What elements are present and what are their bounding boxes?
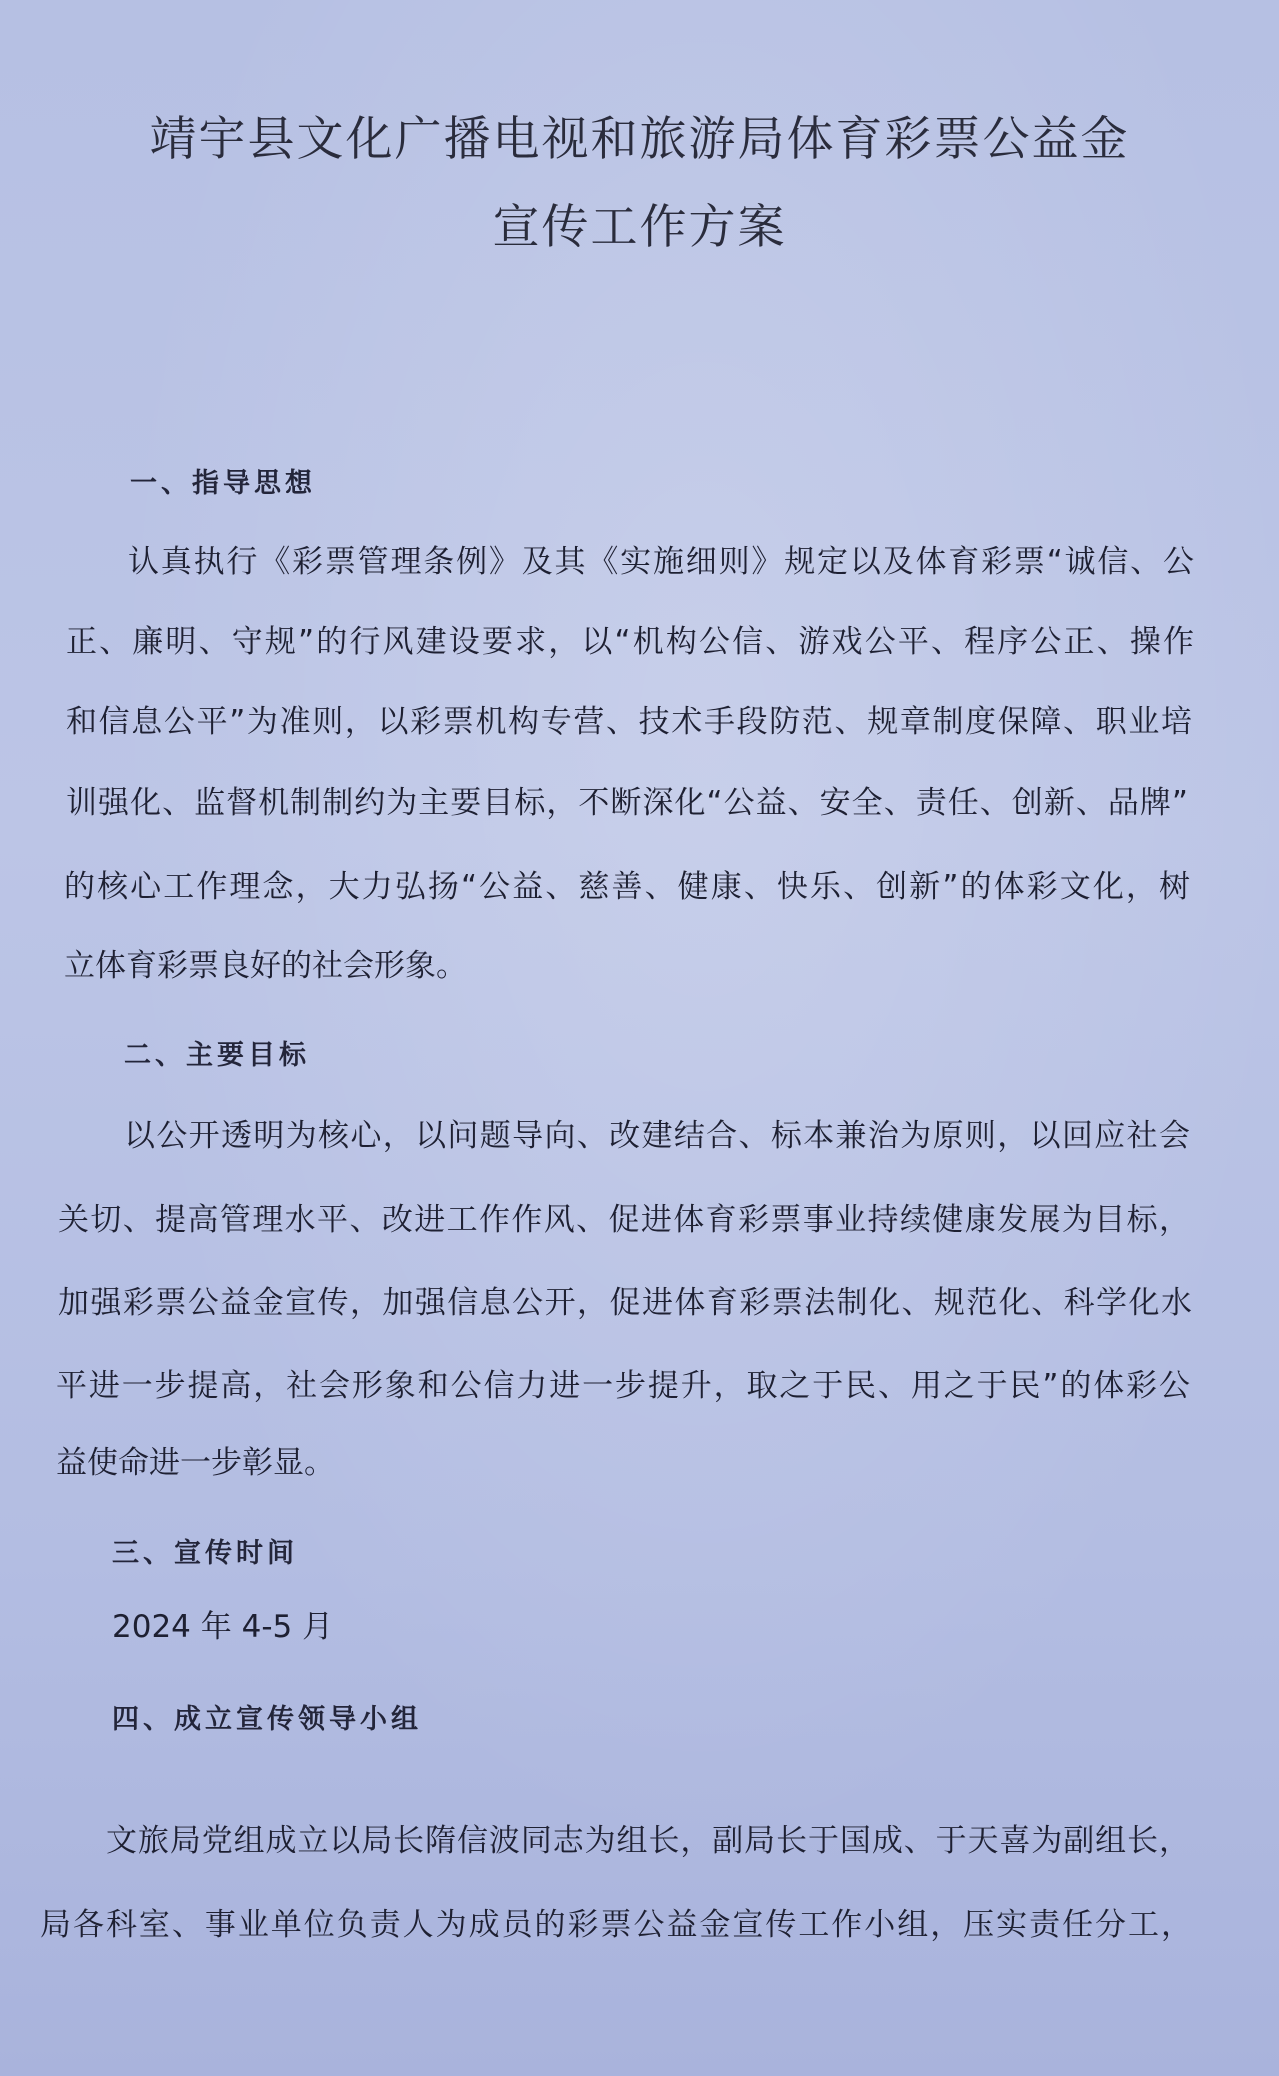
section-2-heading: 二、主要目标 — [124, 1040, 310, 1071]
section-1-line-4: 训强化、监督机制制约为主要目标，不断深化“公益、安全、责任、创新、品牌” — [66, 785, 1188, 821]
section-2-line-3: 加强彩票公益金宣传，加强信息公开，促进体育彩票法制化、规范化、科学化水 — [58, 1285, 1192, 1321]
document-title-line-2: 宣传工作方案 — [492, 200, 787, 255]
section-1-heading: 一、指导思想 — [130, 468, 316, 499]
section-3-heading: 三、宣传时间 — [112, 1538, 298, 1569]
section-2-line-1: 以公开透明为核心，以问题导向、改建结合、标本兼治为原则，以回应社会 — [124, 1118, 1190, 1154]
section-1-line-3: 和信息公平”为准则，以彩票机构专营、技术手段防范、规章制度保障、职业培 — [66, 704, 1192, 740]
section-2-line-5: 益使命进一步彰显。 — [56, 1445, 335, 1481]
document-title-line-1: 靖宇县文化广播电视和旅游局体育彩票公益金 — [149, 112, 1130, 167]
section-2-line-4: 平进一步提高，社会形象和公信力进一步提升，取之于民、用之于民”的体彩公 — [56, 1368, 1190, 1404]
section-1-line-2: 正、廉明、守规”的行风建设要求，以“机构公信、游戏公平、程序公正、操作 — [66, 624, 1194, 660]
section-1-line-6: 立体育彩票良好的社会形象。 — [64, 948, 467, 984]
section-3-line-1: 2024 年 4-5 月 — [112, 1609, 334, 1645]
section-4-line-2: 局各科室、事业单位负责人为成员的彩票公益金宣传工作小组，压实责任分工， — [40, 1907, 1192, 1943]
section-4-line-1: 文旅局党组成立以局长隋信波同志为组长，副局长于国成、于天喜为副组长， — [106, 1823, 1190, 1859]
section-1-line-1: 认真执行《彩票管理条例》及其《实施细则》规定以及体育彩票“诚信、公 — [128, 544, 1194, 580]
section-4-heading: 四、成立宣传领导小组 — [112, 1704, 422, 1735]
section-1-line-5: 的核心工作理念，大力弘扬“公益、慈善、健康、快乐、创新”的体彩文化，树 — [64, 869, 1190, 905]
section-2-line-2: 关切、提高管理水平、改进工作作风、促进体育彩票事业持续健康发展为目标， — [58, 1202, 1190, 1238]
